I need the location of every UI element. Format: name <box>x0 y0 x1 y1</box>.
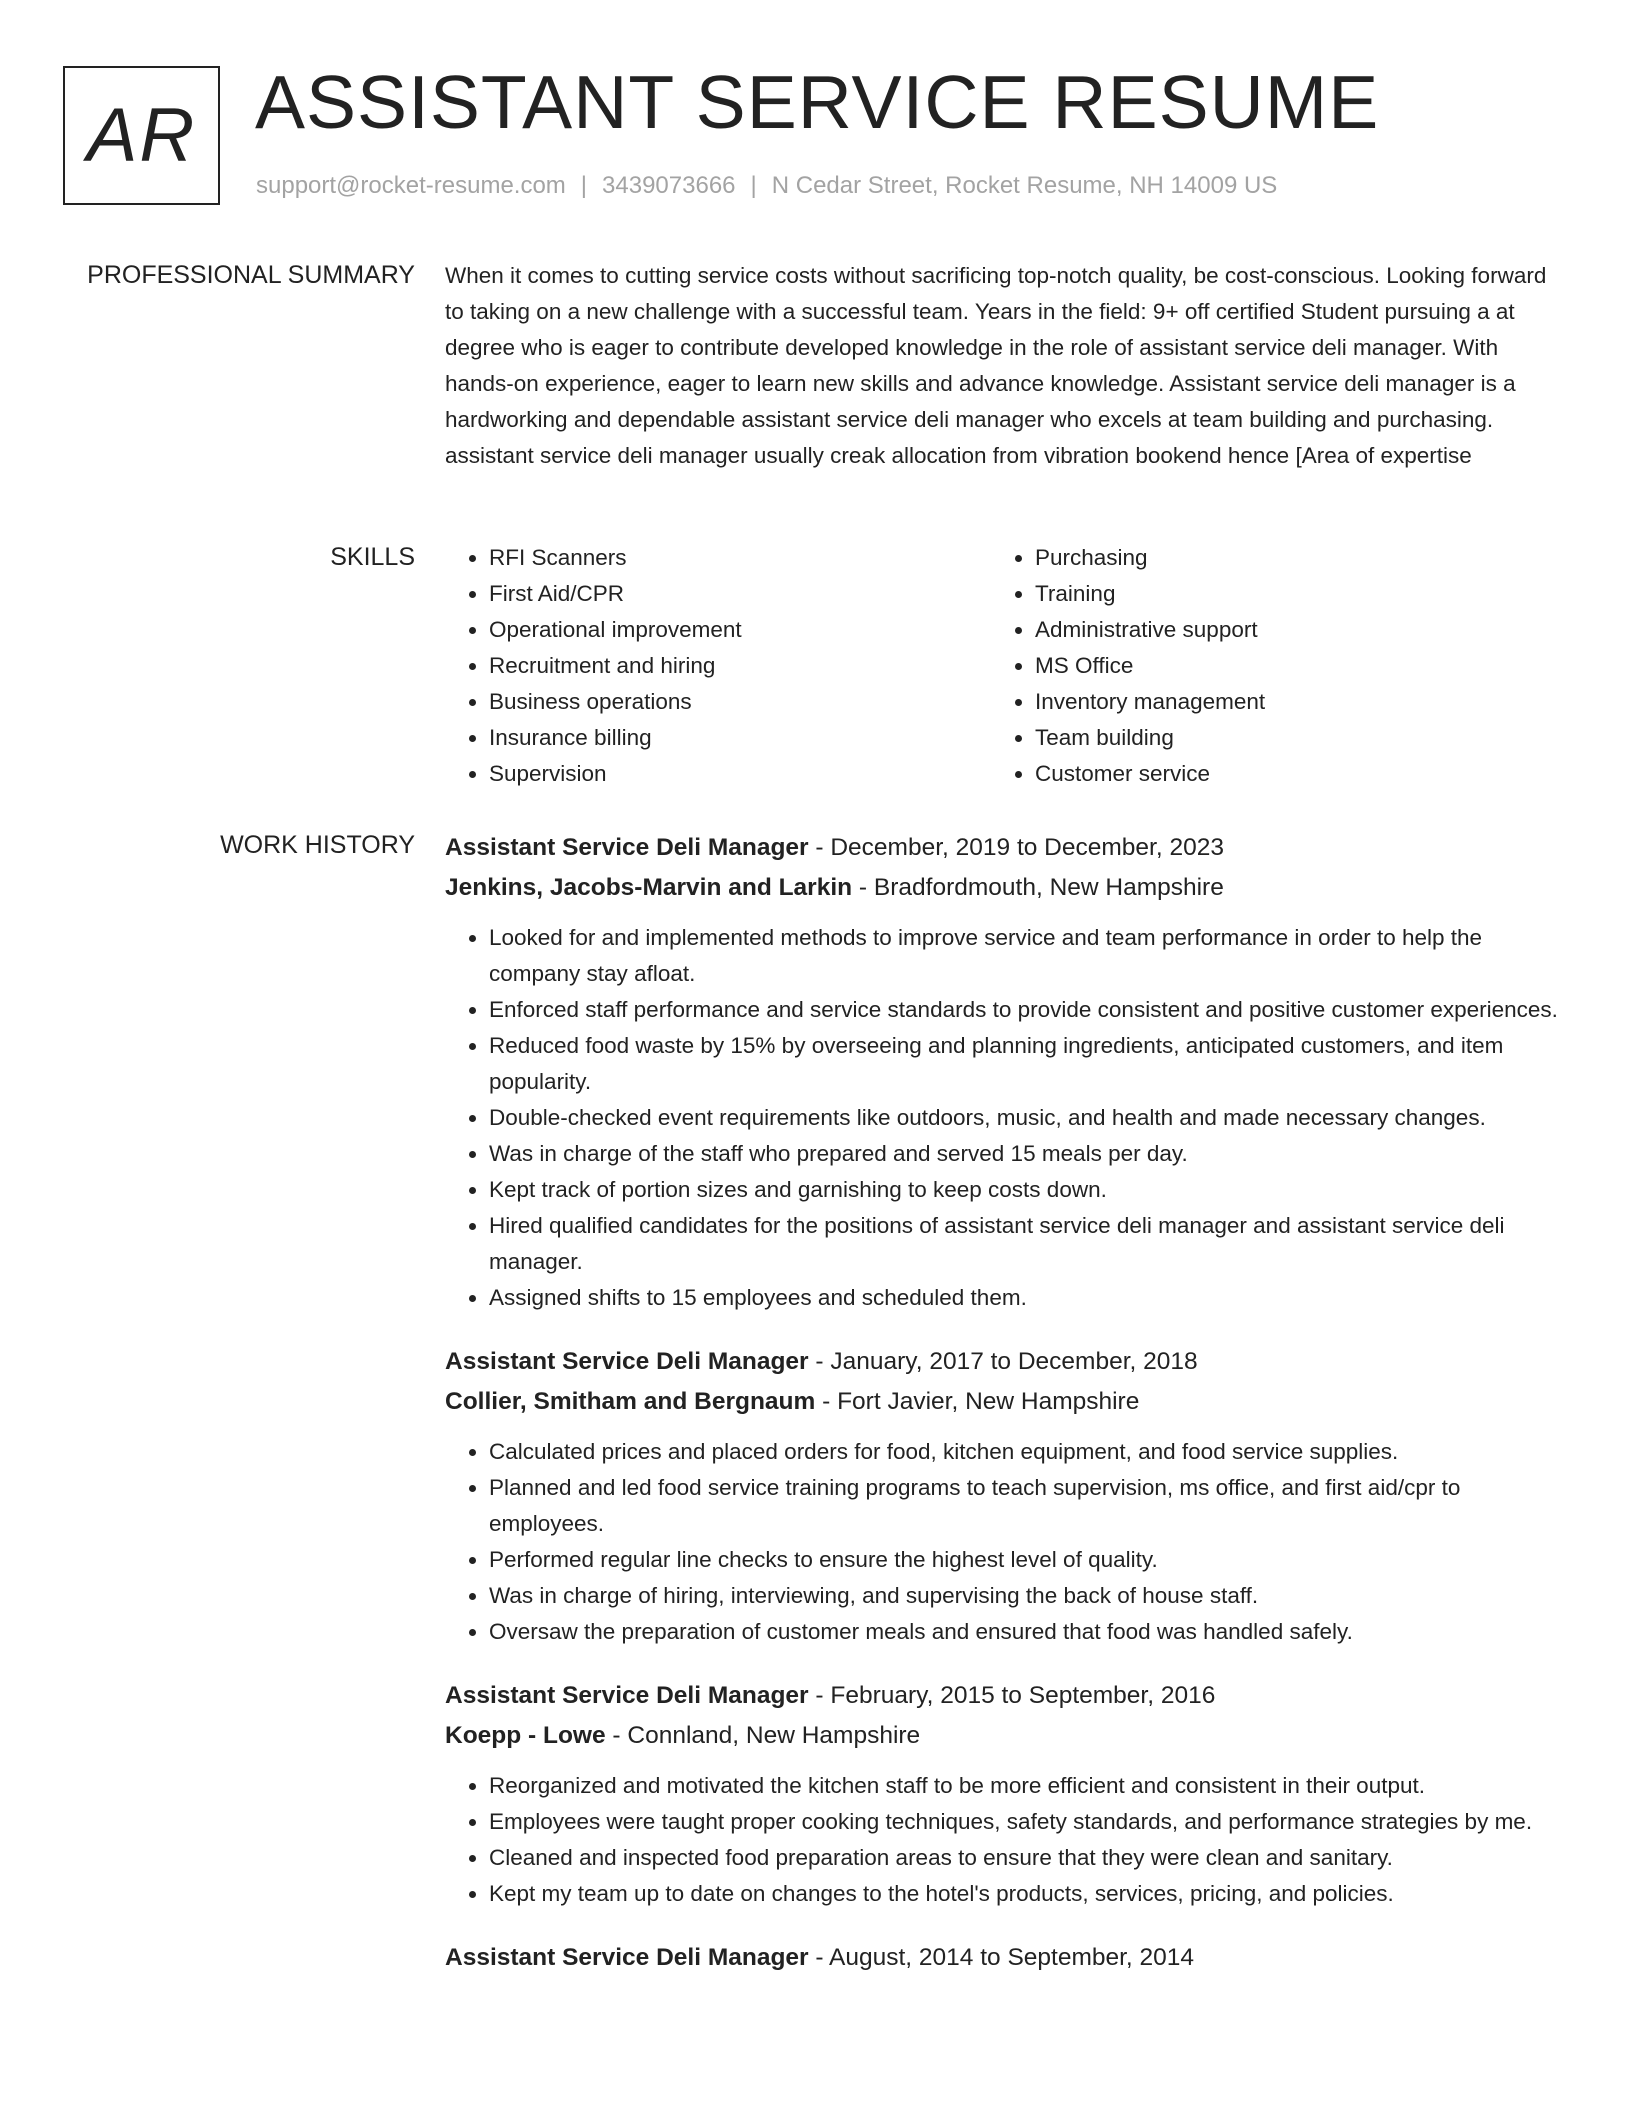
job-bullet: • Looked for and implemented methods to improve service and team performance in order to help the company stay afloat. <box>489 920 1565 992</box>
job-bullet: • Performed regular line checks to ensure the highest level of quality. <box>489 1542 1565 1578</box>
contact-email: support@rocket-resume.com <box>256 172 566 199</box>
job-entry <box>445 828 1565 1316</box>
job-bullet: • Calculated prices and placed orders for food, kitchen equipment, and food service supplies. <box>489 1434 1565 1470</box>
contact-address: N Cedar Street, Rocket Resume, NH 14009 US <box>771 172 1278 199</box>
skill-item: • Supervision <box>489 756 991 792</box>
job-bullet: • Reduced food waste by 15% by overseeing and planning ingredients, anticipated customers, and item popularity. <box>489 1028 1565 1100</box>
job-title: Assistant Service Deli Manager <box>445 1348 809 1375</box>
job-bullet: • Double-checked event requirements like outdoors, music, and health and made necessary changes. <box>489 1100 1565 1136</box>
job-bullet: • Reorganized and motivated the kitchen staff to be more efficient and consistent in their output. <box>489 1768 1565 1804</box>
skills-list-right <box>991 540 1537 792</box>
job-dates: - December, 2019 to December, 2023 <box>815 834 1224 861</box>
skill-item: • Team building <box>1035 720 1537 756</box>
job-dates: - January, 2017 to December, 2018 <box>815 1348 1198 1375</box>
job-dates: - February, 2015 to September, 2016 <box>815 1682 1216 1709</box>
skill-item: • MS Office <box>1035 648 1537 684</box>
job-bullet: • Was in charge of the staff who prepared and served 15 meals per day. <box>489 1136 1565 1172</box>
job-bullet: • Assigned shifts to 15 employees and scheduled them. <box>489 1280 1565 1316</box>
job-bullet: • Enforced staff performance and service standards to provide consistent and positive customer experiences. <box>489 992 1565 1028</box>
contact-separator: | <box>580 172 588 199</box>
job-bullet: • Was in charge of hiring, interviewing, and supervising the back of house staff. <box>489 1578 1565 1614</box>
contact-phone: 3439073666 <box>602 172 736 199</box>
company-name: Jenkins, Jacobs-Marvin and Larkin <box>445 874 853 901</box>
monogram-initials: AR <box>86 93 197 178</box>
summary-text: When it comes to cutting service costs without sacrificing top-notch quality, be cost-conscious. Looking forward to taking on a new challenge with a successful team. Years in the field: 9+ off certified Student pursuing a at degree who is eager to contribute developed knowledge in the role of assistant service deli manager. With hands-on experience, eager to learn new skills and advance knowledge. Assistant service deli manager is a hardworking and dependable assistant service deli manager who excels at team building and purchasing. assistant service deli manager usually creak allocation from vibration bookend hence [Area of expertise <box>445 263 1547 468</box>
skill-item: • Inventory management <box>1035 684 1537 720</box>
job-bullet: • Planned and led food service training programs to teach supervision, ms office, and first aid/cpr to employees. <box>489 1470 1565 1542</box>
job-bullet: • Cleaned and inspected food preparation areas to ensure that they were clean and sanitary. <box>489 1840 1565 1876</box>
job-bullets <box>445 1768 1565 1912</box>
job-bullet: • Oversaw the preparation of customer meals and ensured that food was handled safely. <box>489 1614 1565 1650</box>
section-heading-summary: PROFESSIONAL SUMMARY <box>87 261 415 289</box>
job-bullet: • Kept track of portion sizes and garnishing to keep costs down. <box>489 1172 1565 1208</box>
company-location: - Connland, New Hampshire <box>612 1722 921 1749</box>
resume-title: ASSISTANT SERVICE RESUME <box>255 60 1380 144</box>
skill-item: • Purchasing <box>1035 540 1537 576</box>
monogram <box>63 66 220 205</box>
job-bullets <box>445 1434 1565 1650</box>
company-location: - Bradfordmouth, New Hampshire <box>858 874 1224 901</box>
job-dates: - August, 2014 to September, 2014 <box>815 1944 1195 1971</box>
section-heading-work-history: WORK HISTORY <box>220 831 415 859</box>
skill-item: • Administrative support <box>1035 612 1537 648</box>
skill-item: • Business operations <box>489 684 991 720</box>
skills-list-left <box>445 540 991 792</box>
skill-item: • Training <box>1035 576 1537 612</box>
skill-item: • Insurance billing <box>489 720 991 756</box>
job-entry <box>445 1342 1565 1650</box>
skill-item: • First Aid/CPR <box>489 576 991 612</box>
job-entry <box>445 1676 1565 1912</box>
skill-item: • RFI Scanners <box>489 540 991 576</box>
company-name: Collier, Smitham and Bergnaum <box>445 1388 816 1415</box>
skill-item: • Operational improvement <box>489 612 991 648</box>
company-location: - Fort Javier, New Hampshire <box>822 1388 1140 1415</box>
skill-item: • Recruitment and hiring <box>489 648 991 684</box>
job-title: Assistant Service Deli Manager <box>445 1944 809 1971</box>
company-name: Koepp - Lowe <box>445 1722 606 1749</box>
job-title: Assistant Service Deli Manager <box>445 834 809 861</box>
section-heading-skills: SKILLS <box>330 543 415 571</box>
job-bullet: • Employees were taught proper cooking techniques, safety standards, and performance strategies by me. <box>489 1804 1565 1840</box>
skill-item: • Customer service <box>1035 756 1537 792</box>
contact-separator: | <box>750 172 757 199</box>
job-bullets <box>445 920 1565 1316</box>
job-bullet: • Kept my team up to date on changes to the hotel's products, services, pricing, and policies. <box>489 1876 1565 1912</box>
contact-line <box>256 172 1277 200</box>
job-title: Assistant Service Deli Manager <box>445 1682 809 1709</box>
job-entry <box>445 1938 1565 1978</box>
job-bullet: • Hired qualified candidates for the positions of assistant service deli manager and assistant service deli manager. <box>489 1208 1565 1280</box>
